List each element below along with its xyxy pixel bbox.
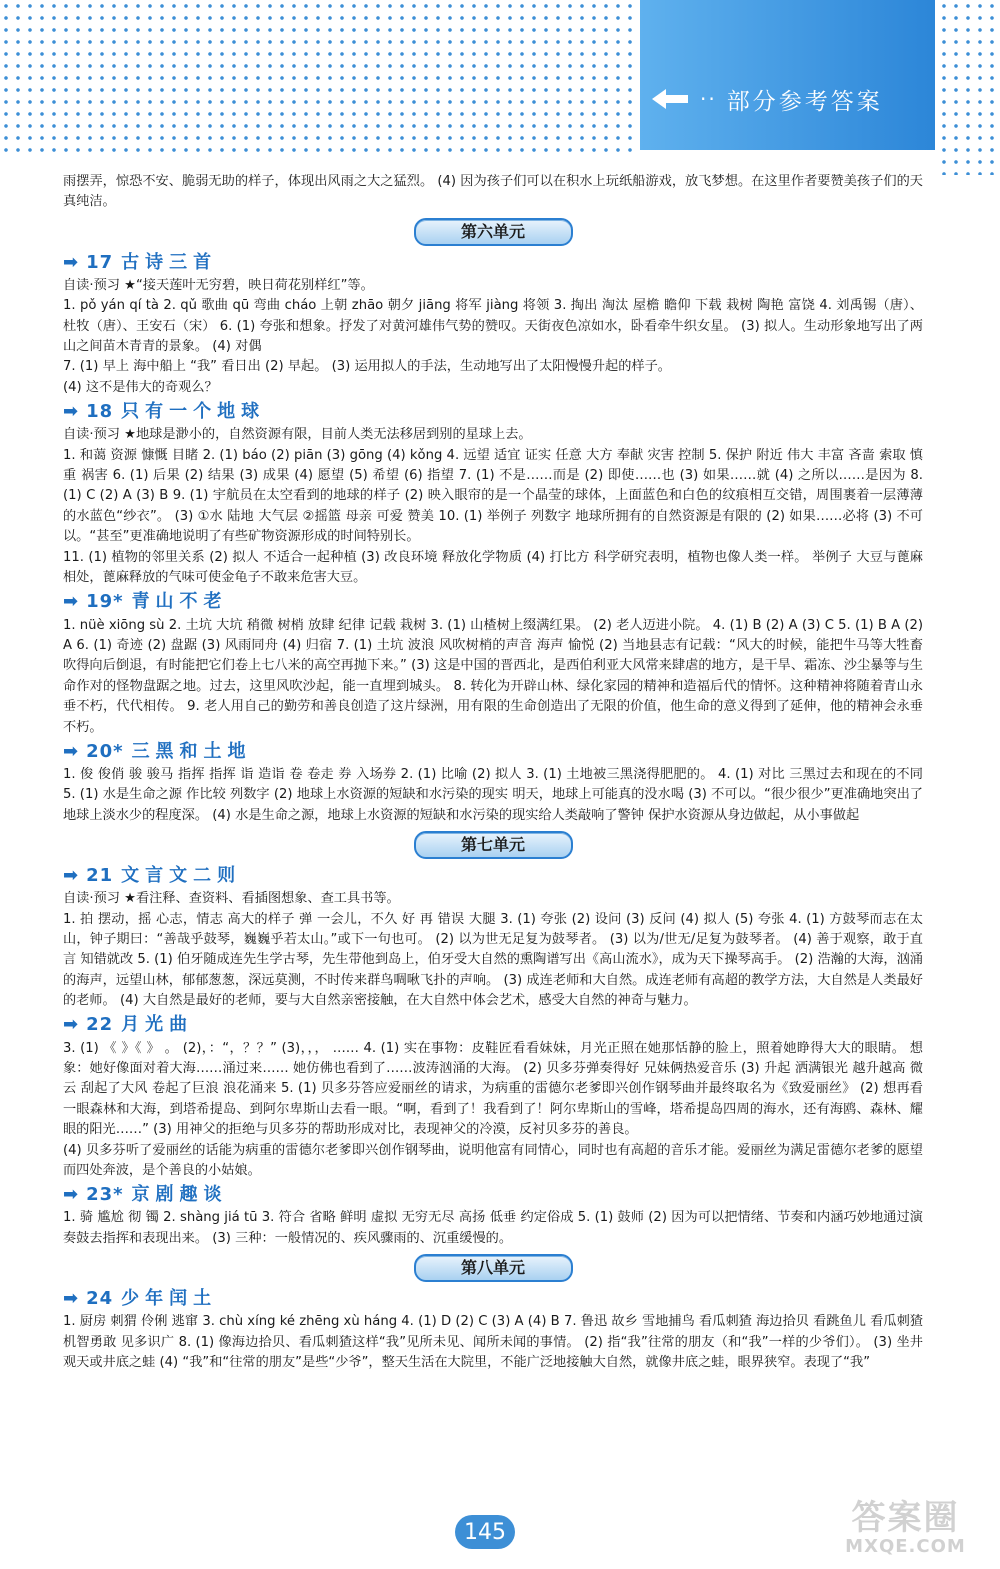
lesson-name: 文言文二则 <box>121 864 242 886</box>
right-arrow-icon: ➡ <box>63 864 79 886</box>
answer-line: 3. (1) 《 》《 》 。 (2)，：“，？？” (3)，，， …… 4. (1) 实在事物：皮鞋匠看看妹妹，月光正照在她那恬静的脸上，照着她睁得大大的眼睛。 想象：她好像面对着大海……涌过来…… 她仿佛也看到了……波涛汹涌的大海。 (2) 贝多芬弹奏得好 兄妹俩热爱音乐 (3) 升起 洒满银光 越升越高 微云 刮起了大风 卷起了巨浪 浪花涌来 5. (1) 贝多芬答应爱丽丝的请求，为病重的雷德尔老爹即兴创作钢琴曲并最终取名为《致爱丽丝》 (2) 想再看一眼森林和大海，到塔希提岛、到阿尔卑斯山去看一眼。“啊，看到了！我看到了！阿尔卑斯山的雪峰，塔希提岛四周的海水，还有海鸥、森林、耀眼的阳光……” (3) 用神父的拒绝与贝多芬的帮助形成对比，表现神父的冷漠，反衬贝多芬的善良。 <box>63 1040 923 1138</box>
section-header <box>650 80 935 118</box>
unit-banner-7: 第七单元 <box>414 831 573 859</box>
right-arrow-icon: ➡ <box>63 251 79 273</box>
lesson-title-24 <box>63 1286 923 1312</box>
right-arrow-icon: ➡ <box>63 740 79 762</box>
answer-line: 自读·预习 ★看注释、查资料、看插图想象、查工具书等。 <box>63 891 400 907</box>
answer-line: 1. 和蔼 资源 慷慨 目睹 2. (1) báo (2) piān (3) gōng (4) kǒng 4. 远望 适宜 证实 任意 大方 奉献 灾害 控制 5. 保护 附近 伟大 丰富 吝啬 索取 慎重 祸害 6. (1) 后果 (2) 结果 (3) 成果 (4) 愿望 (5) 希望 (6) 指望 7. (1) 不是……而是 (2) 即使……也 (3) 如果……就 (4) 之所以……是因为 8. (1) C (2) A (3) B 9. (1) 宇航员在太空看到的地球的样子 (2) 映入眼帘的是一个晶莹的球体，上面蓝色和白色的纹痕相互交错，周围裹着一层薄薄的水蓝色“纱衣”。 (3) ①水 陆地 大气层 ②摇篮 母亲 可爱 赞美 10. (1) 举例子 列数字 地球所拥有的自然资源是有限的 (2) 如果……必将 (3) 不可以。“甚至”更准确地说明了有些矿物资源形成的时间特别长。 <box>63 447 923 545</box>
lesson-title-17 <box>63 250 923 276</box>
lesson-name: 月光曲 <box>121 1014 194 1036</box>
answer-line: 1. 拍 摆动，摇 心志，情志 高大的样子 弹 一会儿，不久 好 再 错误 大腿 3. (1) 夸张 (2) 设问 (3) 反问 (4) 拟人 (5) 夸张 4. (1) 方鼓琴而志在太山，钟子期曰：“善哉乎鼓琴，巍巍乎若太山。”或下一句也可。 (2) 以为世无足复为鼓琴者。 (3) 以为/世无/足复为鼓琴者。 (4) 善于观察，敢于直言 知错就改 5. (1) 伯牙随成连先生学古琴，先生带他到岛上，伯牙受大自然的熏陶谱写出《高山流水》，成为天下操琴高手。 (2) 浩瀚的大海，汹涌的海声，远望山林，郁郁葱葱，深远莫测，不时传来群鸟啁啾飞扑的声响。 (3) 成连老师和大自然。成连老师有高超的教学方法，大自然是人类最好的老师。 (4) 大自然是最好的老师，要与大自然亲密接触，在大自然中体会艺术，感受大自然的神奇与魅力。 <box>63 911 923 1009</box>
right-arrow-icon: ➡ <box>63 1014 79 1036</box>
lesson-name: 青山不老 <box>131 591 228 613</box>
lesson-number: 23* <box>86 1184 124 1206</box>
header-dots: ·· <box>700 87 717 111</box>
answer-line: 自读·预习 ★“接天莲叶无穷碧，映日荷花别样红”等。 <box>63 277 374 293</box>
lesson-number: 20* <box>86 740 124 762</box>
lesson-number: 19* <box>86 591 124 613</box>
answer-line: 自读·预习 ★地球是渺小的，自然资源有限，目前人类无法移居到别的星球上去。 <box>63 427 532 443</box>
lesson-name: 少年闰土 <box>121 1288 218 1310</box>
answer-line: (4) 贝多芬听了爱丽丝的话能为病重的雷德尔老爹即兴创作钢琴曲，说明他富有同情心，同时也有高超的音乐才能。爱丽丝为满足雷德尔老爹的愿望而四处奔波，是个善良的小姑娘。 <box>63 1142 923 1179</box>
header-band <box>640 0 935 150</box>
answer-line: 7. (1) 早上 海中船上 “我” 看日出 (2) 早起。 (3) 运用拟人的手法，生动地写出了太阳慢慢升起的样子。 <box>63 359 671 375</box>
lesson-title-18 <box>63 399 923 425</box>
watermark-text: 答案圈 <box>851 1498 960 1538</box>
answer-line: (4) 这不是伟大的奇观么？ <box>63 379 218 395</box>
right-arrow-icon: ➡ <box>63 591 79 613</box>
unit-banner-8: 第八单元 <box>414 1254 573 1282</box>
section-title: 部分参考答案 <box>726 88 883 115</box>
lesson-number: 17 <box>86 251 114 273</box>
watermark-url: MXQE.COM <box>845 1536 966 1557</box>
lesson-title-20 <box>63 739 923 765</box>
lesson-title-21 <box>63 863 923 889</box>
answer-line: 1. 厨房 刺猬 伶俐 逃窜 3. chù xíng ké zhēng xù háng 4. (1) D (2) C (3) A (4) B 7. 鲁迅 故乡 雪地捕鸟 看瓜刺猹 海边拾贝 看跳鱼儿 看瓜刺猹 机智勇敢 见多识广 8. (1) 像海边拾贝、看瓜刺猹这样“我”见所未见、闻所未闻的事情。 (2) 指“我”往常的朋友（和“我”一样的少爷们）。 (3) 坐井观天或井底之蛙 (4) “我”和“往常的朋友”是些“少爷”，整天生活在大院里，不能广泛地接触大自然，就像井底之蛙，眼界狭窄。表现了“我” <box>63 1314 923 1371</box>
answer-line: 1. 骑 尴尬 彻 镯 2. shàng jiá tū 3. 符合 省略 鲜明 虚拟 无穷无尽 高扬 低垂 约定俗成 5. (1) 鼓师 (2) 因为可以把情绪、节奏和内涵巧妙地通过演奏鼓去指挥和表现出来。 (3) 三种：一般情况的、疾风骤雨的、沉重缓慢的。 <box>63 1210 923 1246</box>
answer-line: 1. pǒ yán qí tà 2. qǔ 歌曲 qū 弯曲 cháo 上朝 zhāo 朝夕 jiāng 将军 jiàng 将领 3. 掏出 淘汰 屋檐 瞻仰 下载 栽树 陶艳 富饶 4. 刘禹锡（唐）、杜牧（唐）、王安石（宋） 6. (1) 夸张和想象。抒发了对黄河雄伟气势的赞叹。天街夜色凉如水，卧看牵牛织女星。 (3) 拟人。生动形象地写出了两山之间苗木青青的景象。 (4) 对偶 <box>63 298 923 355</box>
watermark-logo <box>823 1499 988 1559</box>
unit-banner-6: 第六单元 <box>414 218 573 246</box>
lesson-name: 古诗三首 <box>121 251 218 273</box>
lesson-number: 21 <box>86 864 114 886</box>
lesson-title-19 <box>63 590 923 616</box>
right-arrow-icon: ➡ <box>63 1184 79 1206</box>
lesson-title-22 <box>63 1013 923 1039</box>
answer-content <box>63 172 923 1373</box>
answer-line: 1. nüè xiōng sù 2. 土坑 大坑 稍微 树梢 放肆 纪律 记载 栽树 3. (1) 山楂树上缀满红果。 (2) 老人迈进小院。 4. (1) B (2) A (3) C 5. (1) B A (2) A 6. (1) 奇迹 (2) 盘踞 (3) 风雨同舟 (4) 归宿 7. (1) 土坑 波浪 风吹树梢的声音 海声 愉悦 (2) 当地县志有记载：“风大的时候，能把牛马等大牲畜吹得向后倒退，有时能把它们卷上七八米的高空再抛下来。” (3) 这是中国的晋西北，是西伯利亚大风常来肆虐的地方，是干旱、霜冻、沙尘暴等与生命作对的怪物盘踞之地。过去，这里风吹沙起，能一直埋到城头。 8. 转化为开辟山林、绿化家园的精神和造福后代的情怀。这种精神将随着青山永垂不朽，代代相传。 9. 老人用自己的勤劳和善良创造了这片绿洲，用有限的生命创造出了无限的价值，他生命的意义得到了延伸，他的精神会永垂不朽。 <box>63 617 923 735</box>
lesson-number: 24 <box>86 1288 114 1310</box>
lesson-name: 只有一个地球 <box>121 401 266 423</box>
answer-line: 1. 俊 俊俏 骏 骏马 指挥 指挥 诣 造诣 卷 卷走 券 入场券 2. (1) 比喻 (2) 拟人 3. (1) 土地被三黑浇得肥肥的。 4. (1) 对比 三黑过去和现在的不同 5. (1) 水是生命之源 作比较 列数字 (2) 地球上水资源的短缺和水污染的现实 明天，地球上可能真的没水喝 (3) 不可以。“很少很少”更准确地突出了地球上淡水少的程度深。 (4) 水是生命之源，地球上水资源的短缺和水污染的现实给人类敲响了警钟 保护水资源从身边做起，从小事做起 <box>63 766 923 823</box>
answer-line: 11. (1) 植物的邻里关系 (2) 拟人 不适合一起种植 (3) 改良环境 释放化学物质 (4) 打比方 科学研究表明，植物也像人类一样。 举例子 大豆与蓖麻相处，蓖麻释放的气味可使金龟子不敢来危害大豆。 <box>63 549 923 586</box>
right-arrow-icon: ➡ <box>63 1288 79 1310</box>
lesson-name: 三黑和土地 <box>131 740 252 762</box>
lesson-number: 18 <box>86 401 114 423</box>
lesson-name: 京剧趣谈 <box>131 1184 228 1206</box>
header-dot-pattern <box>0 0 640 160</box>
header-dot-pattern-right <box>938 0 1000 175</box>
intro-paragraph: 雨摆弄，惊恐不安、脆弱无助的样子，体现出风雨之大之猛烈。 (4) 因为孩子们可以在积水上玩纸船游戏，放飞梦想。在这里作者要赞美孩子们的天真纯洁。 <box>63 174 923 210</box>
lesson-number: 22 <box>86 1014 114 1036</box>
lesson-title-23 <box>63 1182 923 1208</box>
page-number: 145 <box>455 1515 515 1549</box>
left-arrow-icon <box>650 87 690 111</box>
right-arrow-icon: ➡ <box>63 401 79 423</box>
